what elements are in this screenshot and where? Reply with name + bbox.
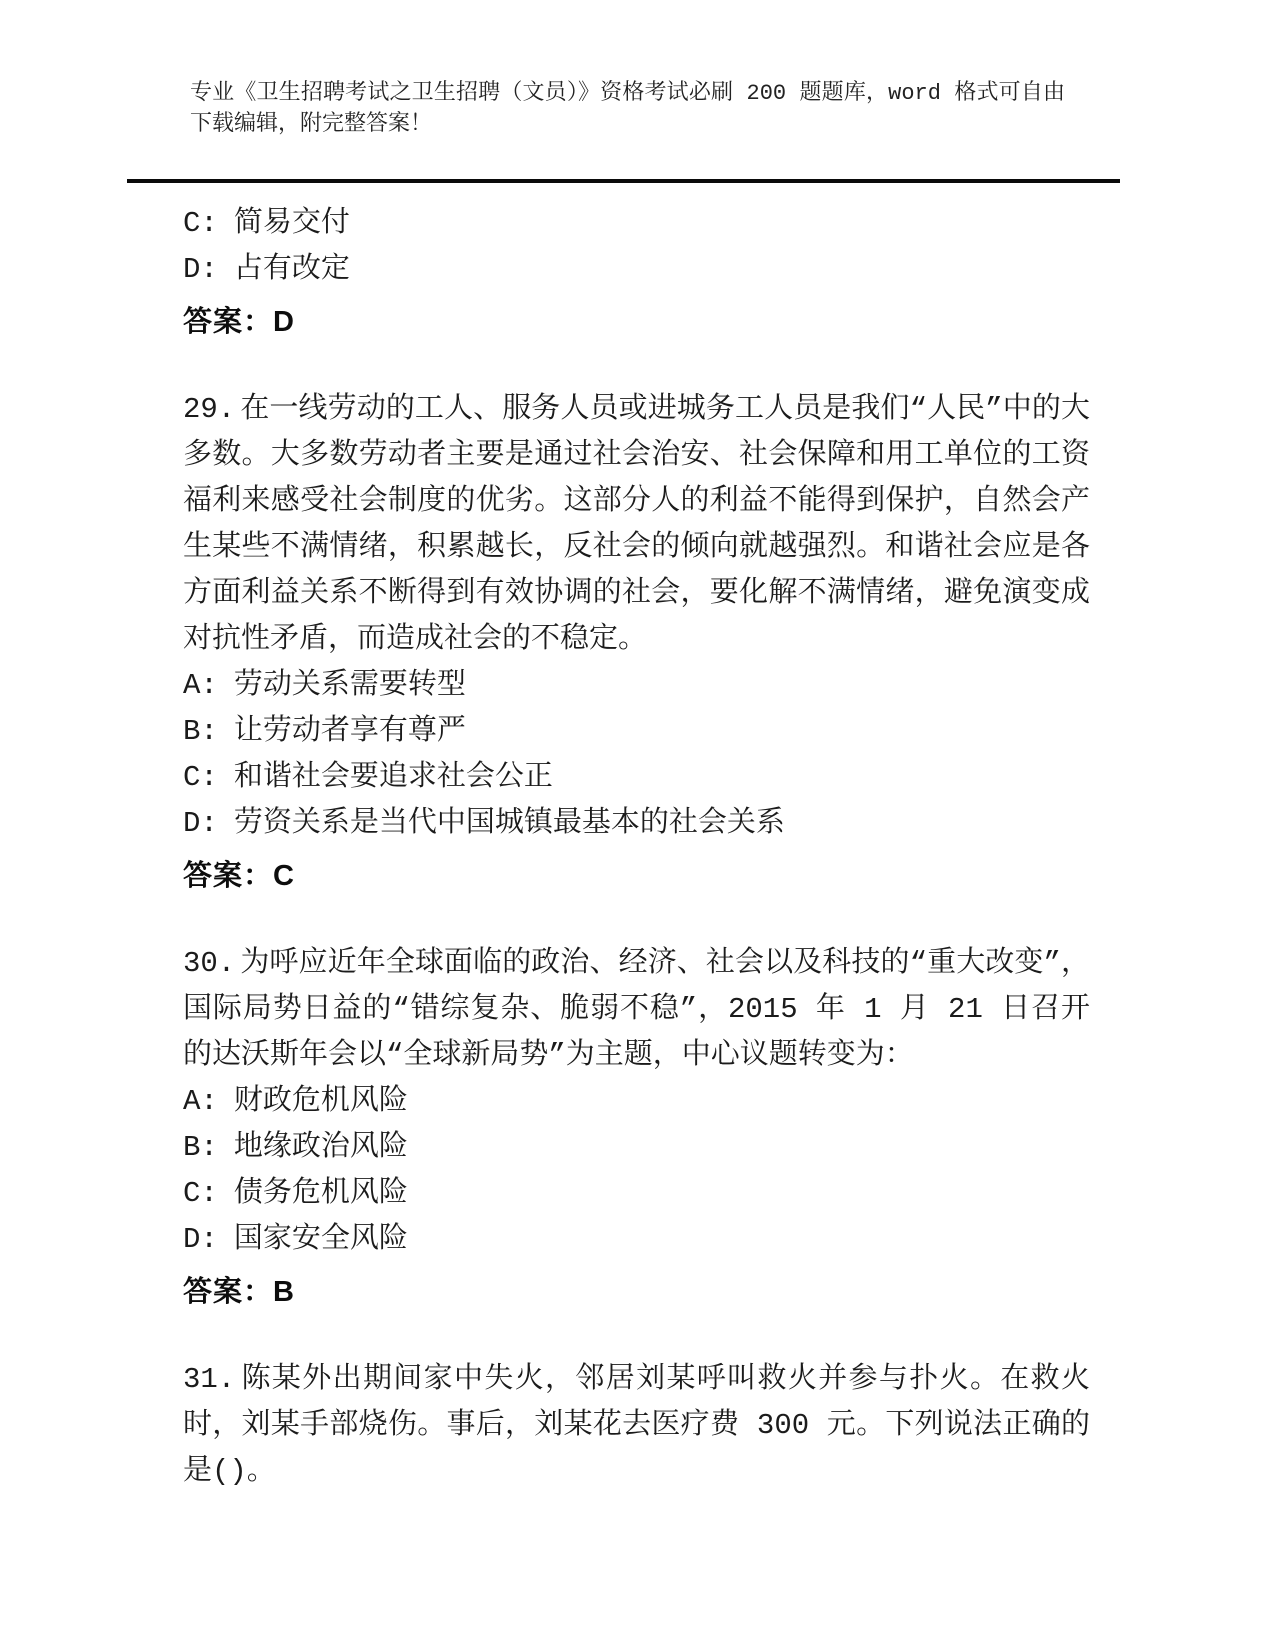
option-label: B: <box>183 1131 218 1164</box>
option-label: C: <box>183 207 218 240</box>
answer-line <box>183 299 1090 345</box>
option-line <box>183 1217 1090 1263</box>
option-text: 简易交付 <box>233 207 350 240</box>
question-number: 30. <box>183 947 236 980</box>
option-line <box>183 1125 1090 1171</box>
option-line <box>183 709 1090 755</box>
header-divider <box>127 179 1120 183</box>
option-line <box>183 201 1090 247</box>
answer-value: D <box>273 306 295 338</box>
option-text: 和谐社会要追求社会公正 <box>233 761 553 794</box>
question-text: 陈某外出期间家中失火，邻居刘某呼叫救火并参与扑火。在救火时，刘某手部烧伤。事后，刘某花去医疗费 300 元。下列说法正确的是()。 <box>183 1363 1090 1488</box>
option-label: D: <box>183 253 218 286</box>
option-line <box>183 247 1090 293</box>
option-label: A: <box>183 1085 218 1118</box>
option-label: C: <box>183 761 218 794</box>
option-label: C: <box>183 1177 218 1210</box>
question-number: 29. <box>183 393 236 426</box>
option-text: 国家安全风险 <box>233 1223 408 1256</box>
answer-label: 答案： <box>183 860 274 892</box>
answer-value: C <box>273 860 295 892</box>
answer-value: B <box>273 1276 295 1308</box>
option-line <box>183 1171 1090 1217</box>
option-line <box>183 801 1090 847</box>
question-text: 为呼应近年全球面临的政治、经济、社会以及科技的“重大改变”，国际局势日益的“错综复杂、脆弱不稳”，2015 年 1 月 21 日召开的达沃斯年会以“全球新局势”为主题，中心议题转变为： <box>183 947 1090 1072</box>
question-number: 31. <box>183 1363 236 1396</box>
answer-line <box>183 1269 1090 1315</box>
option-line <box>183 1079 1090 1125</box>
option-text: 劳动关系需要转型 <box>233 669 466 702</box>
option-line <box>183 663 1090 709</box>
option-text: 劳资关系是当代中国城镇最基本的社会关系 <box>233 807 785 840</box>
question-text: 在一线劳动的工人、服务人员或进城务工人员是我们“人民”中的大多数。大多数劳动者主要是通过社会治安、社会保障和用工单位的工资福利来感受社会制度的优劣。这部分人的利益不能得到保护，自然会产生某些不满情绪，积累越长，反社会的倾向就越强烈。和谐社会应是各方面利益关系不断得到有效协调的社会，要化解不满情绪，避免演变成对抗性矛盾，而造成社会的不稳定。 <box>183 393 1090 656</box>
question-paragraph <box>183 387 1090 663</box>
answer-label: 答案： <box>183 306 274 338</box>
option-text: 让劳动者享有尊严 <box>233 715 466 748</box>
option-text: 债务危机风险 <box>233 1177 408 1210</box>
option-label: A: <box>183 669 218 702</box>
option-label: D: <box>183 807 218 840</box>
option-text: 财政危机风险 <box>233 1085 408 1118</box>
option-label: D: <box>183 1223 218 1256</box>
answer-line <box>183 853 1090 899</box>
question-paragraph <box>183 941 1090 1079</box>
option-label: B: <box>183 715 218 748</box>
option-text: 占有改定 <box>233 253 350 286</box>
page-title: 专业《卫生招聘考试之卫生招聘（文员）》资格考试必刷 200 题题库，word 格式可自由下载编辑，附完整答案！ <box>190 81 1065 137</box>
option-line <box>183 755 1090 801</box>
option-text: 地缘政治风险 <box>233 1131 408 1164</box>
answer-label: 答案： <box>183 1276 274 1308</box>
question-paragraph <box>183 1357 1090 1495</box>
